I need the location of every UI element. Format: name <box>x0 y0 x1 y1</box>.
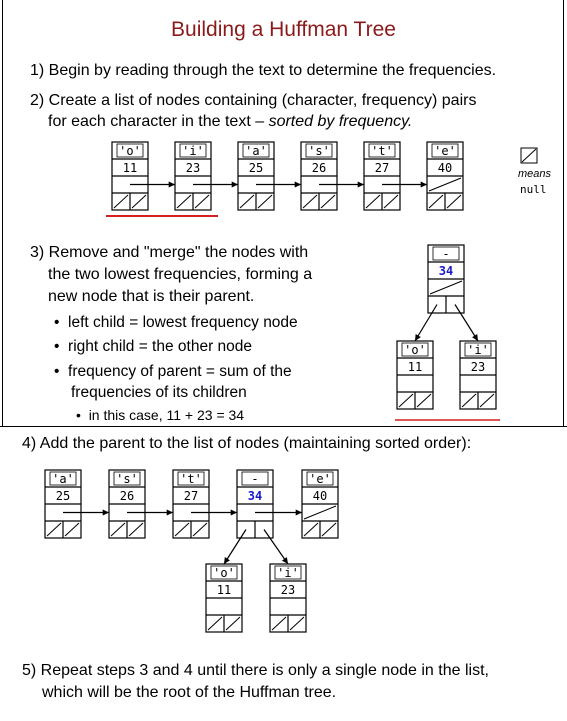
merge-right-child-freq: 23 <box>470 360 486 374</box>
step-4-text: 4) Add the parent to the list of nodes (maintaining sorted order): <box>22 435 472 452</box>
list1-node-0-char: 'o' <box>119 144 141 158</box>
step-5-line1: 5) Repeat steps 3 and 4 until there is only a single node in the list, <box>22 662 489 679</box>
page-title: Building a Huffman Tree <box>171 18 396 41</box>
merge-right-arrow <box>455 305 478 342</box>
list2-node-1-freq: 26 <box>119 489 135 503</box>
list1-node-2-char: 'a' <box>245 144 267 158</box>
bullet-parent-frequency-cont: frequencies of its children <box>71 384 247 401</box>
step-1-text: 1) Begin by reading through the text to determine the frequencies. <box>30 62 497 79</box>
list1-next-arrow-2-head <box>295 181 301 187</box>
list2-next-arrow-3-head <box>296 509 302 515</box>
bullet-parent-frequency: • frequency of parent = sum of the <box>54 363 292 380</box>
list1-node-3-freq: 26 <box>311 161 327 175</box>
list2-child-0-freq: 11 <box>216 583 232 597</box>
list2-child-0-char: 'o' <box>213 566 235 580</box>
list2-node-4-char: 'e' <box>309 472 331 486</box>
bullet-left-child-text: left child = lowest frequency node <box>68 314 298 331</box>
list2-node-0-char: 'a' <box>52 472 74 486</box>
list1-node-1-freq: 23 <box>185 161 201 175</box>
list2-child-1-freq: 23 <box>280 583 296 597</box>
list1-next-arrow-0-head <box>169 181 175 187</box>
step-2-plain: for each character in the text – <box>48 113 269 130</box>
list1-node-5-freq: 40 <box>437 161 453 175</box>
list2-node-3-char: - <box>251 472 259 486</box>
list2-right-child-arrow <box>264 530 288 565</box>
bullet-right-child: • right child = the other node <box>54 338 253 355</box>
list2-node-1-char: 's' <box>116 472 138 486</box>
list1-node-3-char: 's' <box>308 144 330 158</box>
bullet-parent-frequency-text: frequency of parent = sum of the <box>68 363 292 380</box>
list1-node-4-char: 't' <box>371 144 393 158</box>
list2-node-4-freq: 40 <box>312 489 328 503</box>
list1-node-5-char: 'e' <box>434 144 456 158</box>
list1-node-2-freq: 25 <box>248 161 264 175</box>
list1-next-arrow-3-head <box>358 181 364 187</box>
bullet-left-child: • left child = lowest frequency node <box>54 314 298 331</box>
legend-means-label: means <box>518 168 552 180</box>
list2-node-2-freq: 27 <box>183 489 199 503</box>
list2-next-arrow-2-head <box>231 509 237 515</box>
step-2-italic: sorted by frequency. <box>268 113 413 130</box>
list1-node-4-freq: 27 <box>374 161 390 175</box>
list2-child-1-char: 'i' <box>277 566 299 580</box>
list2-next-arrow-1-head <box>167 509 173 515</box>
merge-left-arrow <box>415 305 437 342</box>
step-5-line2: which will be the root of the Huffman tree. <box>42 684 337 701</box>
merge-parent-char: - <box>442 247 450 261</box>
list2-node-0-freq: 25 <box>55 489 71 503</box>
list1-next-arrow-4-head <box>421 181 427 187</box>
list1-next-arrow-1-head <box>232 181 238 187</box>
merge-right-arrow-head <box>472 334 478 341</box>
step-3-line2: the two lowest frequencies, forming a <box>48 266 313 283</box>
step-2-text-line1: 2) Create a list of nodes containing (character, frequency) pairs <box>30 92 477 109</box>
merge-left-child-freq: 11 <box>407 360 423 374</box>
list2-node-3-freq: 34 <box>247 489 263 503</box>
list2-left-child-arrow-head <box>224 557 230 564</box>
step-3-line3: new node that is their parent. <box>48 288 255 305</box>
list2-node-2-char: 't' <box>180 472 202 486</box>
merge-left-child-char: 'o' <box>404 343 426 357</box>
list2-next-arrow-0-head <box>103 509 109 515</box>
legend-null-label: null <box>520 183 547 196</box>
merge-right-child-char: 'i' <box>467 343 489 357</box>
list1-node-1-char: 'i' <box>182 144 204 158</box>
merge-parent-freq: 34 <box>438 264 454 278</box>
list2-right-child-arrow-head <box>282 557 288 564</box>
bullet-right-child-text: right child = the other node <box>68 338 253 355</box>
sub-bullet-sum-text: in this case, 11 + 23 = 34 <box>88 407 245 423</box>
sub-bullet-sum: • in this case, 11 + 23 = 34 <box>76 407 245 423</box>
list1-node-0-freq: 11 <box>122 161 138 175</box>
step-3-line1: 3) Remove and "merge" the nodes with <box>30 244 309 261</box>
